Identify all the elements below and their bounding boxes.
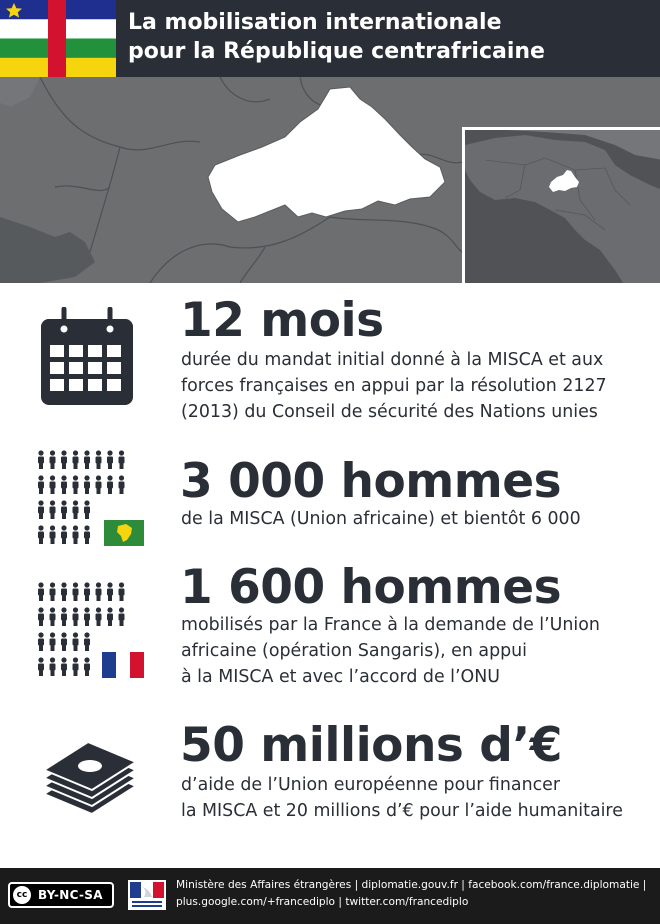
footer-line-1[interactable]: Ministère des Affaires étrangères | diplomatie.gouv.fr | facebook.com/france.diplomatie | bbox=[176, 879, 647, 891]
stat-value: 3 000 hommes bbox=[180, 454, 562, 509]
title-line-1: La mobilisation internationale bbox=[128, 10, 502, 35]
stat-description bbox=[181, 772, 651, 824]
desc-line: forces françaises en appui par la résolution 2127 bbox=[181, 376, 607, 396]
desc-line: durée du mandat initial donné à la MISCA et aux bbox=[181, 350, 604, 370]
map-central-africa bbox=[0, 77, 660, 283]
stat-description bbox=[181, 612, 651, 690]
desc-line: africaine (opération Sangaris), en appui bbox=[181, 641, 528, 661]
title-line-2: pour la République centrafricaine bbox=[128, 39, 545, 64]
stat-value: 12 mois bbox=[180, 293, 384, 348]
people-france-icon bbox=[38, 580, 148, 680]
people-african-union-icon bbox=[38, 448, 148, 548]
car-flag-icon bbox=[0, 0, 116, 77]
africa-inset-map bbox=[462, 127, 660, 283]
stat-misca-troops bbox=[0, 448, 660, 548]
stat-description bbox=[181, 506, 651, 532]
desc-line: à la MISCA et avec l’accord de l’ONU bbox=[181, 667, 500, 687]
stat-description bbox=[181, 347, 651, 425]
page-title bbox=[128, 8, 648, 66]
stat-value: 1 600 hommes bbox=[180, 560, 562, 615]
desc-line: de la MISCA (Union africaine) et bientôt 6 000 bbox=[181, 509, 581, 529]
desc-line: la MISCA et 20 millions d’€ pour l’aide humanitaire bbox=[181, 801, 623, 821]
header-banner bbox=[0, 0, 660, 77]
stat-mandate-duration bbox=[0, 295, 660, 425]
stat-eu-funding bbox=[0, 720, 660, 830]
africa-continent-image bbox=[465, 130, 660, 283]
desc-line: (2013) du Conseil de sécurité des Nations unies bbox=[181, 402, 598, 422]
footer bbox=[0, 868, 660, 924]
calendar-icon bbox=[40, 307, 134, 407]
cc-license-badge[interactable] bbox=[8, 882, 114, 908]
footer-line-2[interactable]: plus.google.com/+francediplo | twitter.com/francediplo bbox=[176, 896, 469, 908]
footer-links bbox=[176, 877, 656, 911]
desc-line: mobilisés par la France à la demande de l’Union bbox=[181, 615, 600, 635]
stat-value: 50 millions d’€ bbox=[180, 718, 562, 773]
republique-francaise-logo bbox=[128, 880, 166, 910]
stat-france-troops bbox=[0, 560, 660, 690]
license-label: BY-NC-SA bbox=[38, 888, 103, 902]
desc-line: d’aide de l’Union européenne pour financer bbox=[181, 775, 561, 795]
cc-icon: cc bbox=[13, 886, 31, 904]
banknotes-icon bbox=[36, 742, 140, 820]
